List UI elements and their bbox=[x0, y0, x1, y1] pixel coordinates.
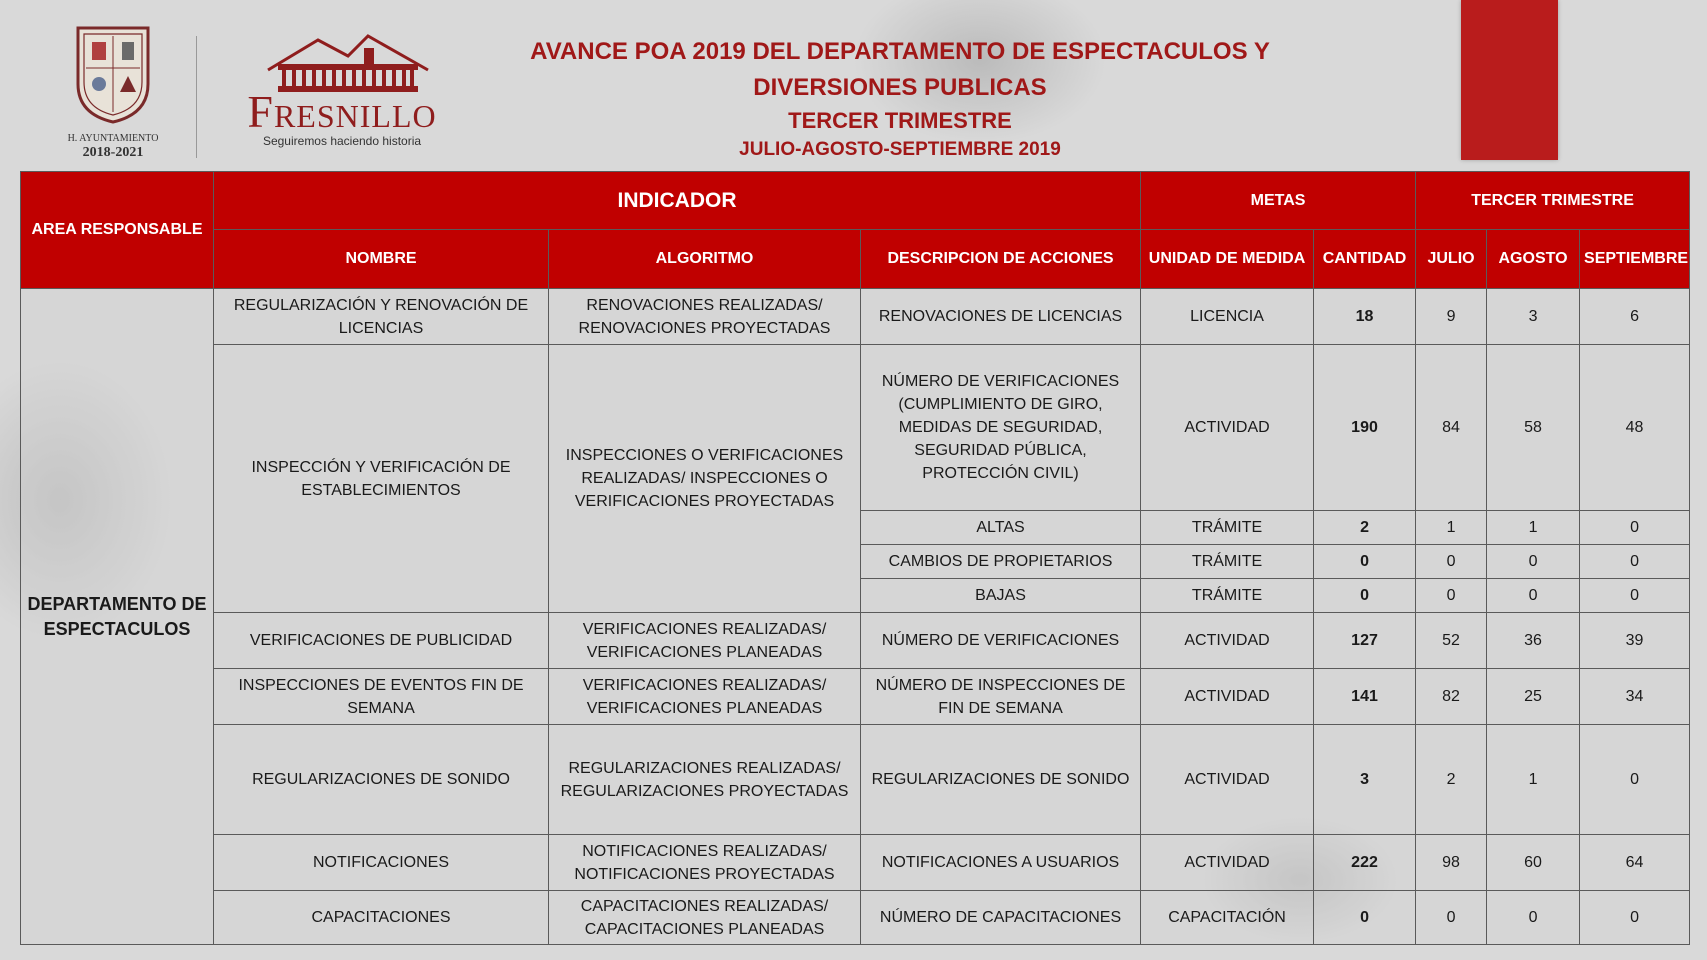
cell-agosto: 3 bbox=[1487, 289, 1580, 345]
header-cantidad: CANTIDAD bbox=[1314, 230, 1416, 289]
cell-unidad: CAPACITACIÓN bbox=[1141, 891, 1314, 945]
cell-agosto: 0 bbox=[1487, 545, 1580, 579]
cell-septiembre: 0 bbox=[1580, 725, 1690, 835]
cell-descripcion: BAJAS bbox=[861, 579, 1141, 613]
cell-unidad: TRÁMITE bbox=[1141, 545, 1314, 579]
cell-descripcion: NÚMERO DE INSPECCIONES DE FIN DE SEMANA bbox=[861, 669, 1141, 725]
header-septiembre: SEPTIEMBRE bbox=[1580, 230, 1690, 289]
cell-septiembre: 48 bbox=[1580, 345, 1690, 511]
header-descripcion: DESCRIPCION DE ACCIONES bbox=[861, 230, 1141, 289]
header-algoritmo: ALGORITMO bbox=[549, 230, 861, 289]
header-agosto: AGOSTO bbox=[1487, 230, 1580, 289]
cell-nombre: INSPECCIÓN Y VERIFICACIÓN DE ESTABLECIMIENTOS bbox=[214, 345, 549, 613]
seal-caption-line2: 2018-2021 bbox=[82, 145, 144, 160]
cell-algoritmo: VERIFICACIONES REALIZADAS/ VERIFICACIONES PLANEADAS bbox=[549, 613, 861, 669]
header-area-responsable: AREA RESPONSABLE bbox=[21, 172, 214, 289]
cell-julio: 0 bbox=[1416, 579, 1487, 613]
cell-julio: 0 bbox=[1416, 891, 1487, 945]
cell-nombre: INSPECCIONES DE EVENTOS FIN DE SEMANA bbox=[214, 669, 549, 725]
cell-agosto: 0 bbox=[1487, 891, 1580, 945]
title-line-1: AVANCE POA 2019 DEL DEPARTAMENTO DE ESPECTACULOS Y bbox=[530, 38, 1270, 65]
cell-nombre: REGULARIZACIONES DE SONIDO bbox=[214, 725, 549, 835]
cell-septiembre: 39 bbox=[1580, 613, 1690, 669]
cell-algoritmo: VERIFICACIONES REALIZADAS/ VERIFICACIONES PLANEADAS bbox=[549, 669, 861, 725]
cell-nombre: CAPACITACIONES bbox=[214, 891, 549, 945]
cell-descripcion: RENOVACIONES DE LICENCIAS bbox=[861, 289, 1141, 345]
cell-julio: 84 bbox=[1416, 345, 1487, 511]
cell-agosto: 58 bbox=[1487, 345, 1580, 511]
cell-cantidad: 0 bbox=[1314, 579, 1416, 613]
seal-caption-line1: H. AYUNTAMIENTO bbox=[67, 133, 159, 144]
cell-algoritmo: CAPACITACIONES REALIZADAS/ CAPACITACIONES PLANEADAS bbox=[549, 891, 861, 945]
cell-algoritmo: REGULARIZACIONES REALIZADAS/ REGULARIZACIONES PROYECTADAS bbox=[549, 725, 861, 835]
municipal-seal-logo bbox=[58, 22, 168, 162]
cell-unidad: ACTIVIDAD bbox=[1141, 669, 1314, 725]
header-row-2 bbox=[21, 230, 1690, 289]
cell-agosto: 36 bbox=[1487, 613, 1580, 669]
cell-unidad: ACTIVIDAD bbox=[1141, 613, 1314, 669]
cell-septiembre: 0 bbox=[1580, 579, 1690, 613]
header-unidad: UNIDAD DE MEDIDA bbox=[1141, 230, 1314, 289]
cell-descripcion: NÚMERO DE VERIFICACIONES (CUMPLIMIENTO DE GIRO, MEDIDAS DE SEGURIDAD, SEGURIDAD PÚBLICA, PROTECCIÓN CIVIL) bbox=[861, 345, 1141, 511]
table-row bbox=[21, 835, 1690, 891]
cell-cantidad: 222 bbox=[1314, 835, 1416, 891]
cell-julio: 1 bbox=[1416, 511, 1487, 545]
table-row bbox=[21, 891, 1690, 945]
cell-cantidad: 190 bbox=[1314, 345, 1416, 511]
cell-julio: 2 bbox=[1416, 725, 1487, 835]
header-metas: METAS bbox=[1141, 172, 1416, 230]
title-line-4: JULIO-AGOSTO-SEPTIEMBRE 2019 bbox=[739, 139, 1061, 160]
cell-algoritmo: NOTIFICACIONES REALIZADAS/ NOTIFICACIONES PROYECTADAS bbox=[549, 835, 861, 891]
cell-cantidad: 18 bbox=[1314, 289, 1416, 345]
cell-septiembre: 0 bbox=[1580, 545, 1690, 579]
cell-cantidad: 0 bbox=[1314, 545, 1416, 579]
cell-descripcion: ALTAS bbox=[861, 511, 1141, 545]
cell-unidad: ACTIVIDAD bbox=[1141, 345, 1314, 511]
cell-cantidad: 141 bbox=[1314, 669, 1416, 725]
cell-descripcion: NOTIFICACIONES A USUARIOS bbox=[861, 835, 1141, 891]
cell-cantidad: 3 bbox=[1314, 725, 1416, 835]
cell-nombre: NOTIFICACIONES bbox=[214, 835, 549, 891]
cell-septiembre: 34 bbox=[1580, 669, 1690, 725]
cell-julio: 0 bbox=[1416, 545, 1487, 579]
cell-septiembre: 0 bbox=[1580, 891, 1690, 945]
cell-nombre: REGULARIZACIÓN Y RENOVACIÓN DE LICENCIAS bbox=[214, 289, 549, 345]
city-skyline-icon bbox=[258, 30, 438, 94]
cell-agosto: 60 bbox=[1487, 835, 1580, 891]
cell-septiembre: 0 bbox=[1580, 511, 1690, 545]
title-line-2: DIVERSIONES PUBLICAS bbox=[753, 74, 1047, 101]
table-row bbox=[21, 345, 1690, 511]
cell-unidad: ACTIVIDAD bbox=[1141, 835, 1314, 891]
fresnillo-brand-logo bbox=[222, 30, 462, 152]
cell-cantidad: 2 bbox=[1314, 511, 1416, 545]
cell-unidad: TRÁMITE bbox=[1141, 511, 1314, 545]
cell-julio: 52 bbox=[1416, 613, 1487, 669]
header-indicador: INDICADOR bbox=[214, 172, 1141, 230]
poa-progress-table bbox=[20, 171, 1690, 945]
seal-shield-icon bbox=[70, 22, 156, 124]
cell-unidad: TRÁMITE bbox=[1141, 579, 1314, 613]
table-row bbox=[21, 613, 1690, 669]
cell-agosto: 25 bbox=[1487, 669, 1580, 725]
report-titles bbox=[470, 34, 1330, 164]
table-row bbox=[21, 725, 1690, 835]
cell-agosto: 1 bbox=[1487, 511, 1580, 545]
table-row bbox=[21, 289, 1690, 345]
brand-name: Fresnillo bbox=[247, 86, 437, 137]
header-row-1 bbox=[21, 172, 1690, 230]
cell-cantidad: 0 bbox=[1314, 891, 1416, 945]
cell-julio: 9 bbox=[1416, 289, 1487, 345]
cell-agosto: 0 bbox=[1487, 579, 1580, 613]
cell-descripcion: REGULARIZACIONES DE SONIDO bbox=[861, 725, 1141, 835]
cell-julio: 98 bbox=[1416, 835, 1487, 891]
cell-septiembre: 6 bbox=[1580, 289, 1690, 345]
cell-agosto: 1 bbox=[1487, 725, 1580, 835]
logo-divider bbox=[196, 36, 197, 158]
header-julio: JULIO bbox=[1416, 230, 1487, 289]
cell-unidad: LICENCIA bbox=[1141, 289, 1314, 345]
brand-tagline: Seguiremos haciendo historia bbox=[262, 134, 422, 148]
cell-nombre: VERIFICACIONES DE PUBLICIDAD bbox=[214, 613, 549, 669]
cell-septiembre: 64 bbox=[1580, 835, 1690, 891]
decorative-red-tab bbox=[1461, 0, 1558, 160]
header-tercer-trimestre: TERCER TRIMESTRE bbox=[1416, 172, 1690, 230]
cell-descripcion: NÚMERO DE CAPACITACIONES bbox=[861, 891, 1141, 945]
cell-descripcion: NÚMERO DE VERIFICACIONES bbox=[861, 613, 1141, 669]
cell-unidad: ACTIVIDAD bbox=[1141, 725, 1314, 835]
cell-julio: 82 bbox=[1416, 669, 1487, 725]
area-responsable-cell: DEPARTAMENTO DE ESPECTACULOS bbox=[21, 289, 214, 945]
cell-cantidad: 127 bbox=[1314, 613, 1416, 669]
title-line-3: TERCER TRIMESTRE bbox=[788, 108, 1012, 133]
cell-algoritmo: RENOVACIONES REALIZADAS/ RENOVACIONES PROYECTADAS bbox=[549, 289, 861, 345]
table-row bbox=[21, 669, 1690, 725]
header-nombre: NOMBRE bbox=[214, 230, 549, 289]
cell-descripcion: CAMBIOS DE PROPIETARIOS bbox=[861, 545, 1141, 579]
cell-algoritmo: INSPECCIONES O VERIFICACIONES REALIZADAS/ INSPECCIONES O VERIFICACIONES PROYECTADAS bbox=[549, 345, 861, 613]
